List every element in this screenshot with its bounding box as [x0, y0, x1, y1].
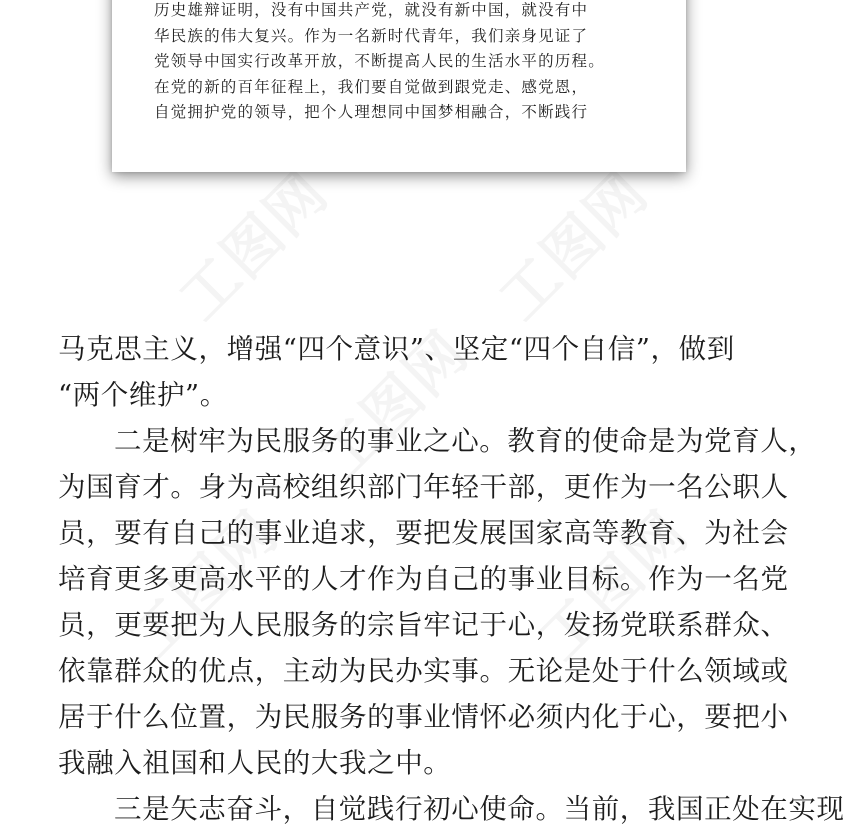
card-line: 自觉拥护党的领导，把个人理想同中国梦相融合，不断践行	[154, 103, 589, 121]
body-line: 依靠群众的优点，主动为民办实事。无论是处于什么领域或	[58, 655, 789, 687]
body-line: 员，要有自己的事业追求，要把发展国家高等教育、为社会	[58, 517, 789, 549]
card-line: 华民族的伟大复兴。作为一名新时代青年，我们亲身见证了	[154, 26, 589, 45]
quote-card	[112, 0, 686, 172]
watermark-text	[157, 149, 344, 336]
card-line: 在党的新的百年征程上，我们要自觉做到跟党走、感党恩，	[154, 77, 589, 96]
watermark-text	[477, 149, 664, 336]
paragraph-start-line: 二是树牢为民服务的事业之心。教育的使命是为党育人，	[114, 425, 817, 457]
card-line: 历史雄辩证明，没有中国共产党，就没有新中国，就没有中	[154, 1, 589, 19]
body-line: “两个维护”。	[58, 379, 228, 411]
body-line: 员，更要把为人民服务的宗旨牢记于心，发扬党联系群众、	[58, 609, 789, 641]
body-line: 马克思主义，增强“四个意识”、坚定“四个自信”，做到	[58, 333, 735, 365]
card-line: 党领导中国实行改革开放，不断提高人民的生活水平的历程。	[154, 52, 605, 70]
body-line: 培育更多更高水平的人才作为自己的事业目标。作为一名党	[58, 563, 789, 595]
document-body	[58, 326, 845, 825]
body-line: 我融入祖国和人民的大我之中。	[58, 747, 452, 779]
body-line: 居于什么位置，为民服务的事业情怀必须内化于心，要把小	[58, 701, 789, 733]
paragraph-start-line: 三是矢志奋斗，自觉践行初心使命。当前，我国正处在实现	[114, 793, 845, 825]
body-line: 为国育才。身为高校组织部门年轻干部，更作为一名公职人	[58, 471, 789, 503]
card-text-block	[154, 0, 674, 126]
